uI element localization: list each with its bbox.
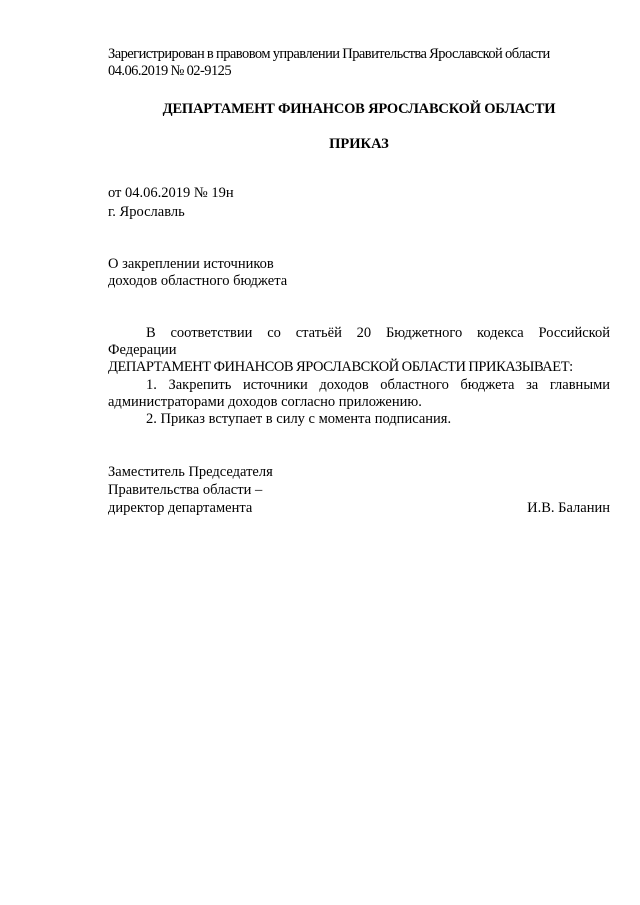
signatory-position-line-2: Правительства области –: [108, 482, 263, 498]
signatory-position-line-1: Заместитель Председателя: [108, 464, 273, 480]
subject-line-1: О закреплении источников: [108, 256, 274, 272]
subject-line-2: доходов областного бюджета: [108, 273, 288, 289]
order-body: [108, 325, 610, 428]
preamble-line-2: Федерации: [108, 342, 177, 359]
order-date-number: от 04.06.2019 № 19н: [108, 185, 234, 201]
registration-line-2: 04.06.2019 № 02-9125: [108, 63, 232, 79]
order-subject: [108, 256, 348, 290]
order-item-1-line-2: администраторами доходов согласно приложению.: [108, 393, 422, 410]
department-heading: ДЕПАРТАМЕНТ ФИНАНСОВ ЯРОСЛАВСКОЙ ОБЛАСТИ: [162, 101, 556, 117]
registration-line-1: Зарегистрирован в правовом управлении Правительства Ярославской области: [108, 46, 550, 62]
signatory-name: И.В. Баланин: [527, 500, 610, 516]
order-item-2: 2. Приказ вступает в силу с момента подписания.: [146, 411, 452, 428]
orders-statement: ДЕПАРТАМЕНТ ФИНАНСОВ ЯРОСЛАВСКОЙ ОБЛАСТИ ПРИКАЗЫВАЕТ:: [108, 359, 573, 376]
order-city: г. Ярославль: [108, 204, 185, 220]
signature-row: [108, 499, 610, 517]
document-type-title: ПРИКАЗ: [329, 136, 389, 152]
signature-block: [108, 463, 610, 517]
signatory-position-line-3: директор департамента: [108, 500, 253, 516]
preamble-line-1: В соответствии со статьёй 20 Бюджетного кодекса Российской: [146, 325, 610, 341]
registration-note: [108, 46, 610, 80]
order-item-1-line-1: 1. Закрепить источники доходов областного бюджета за главными: [146, 376, 610, 393]
